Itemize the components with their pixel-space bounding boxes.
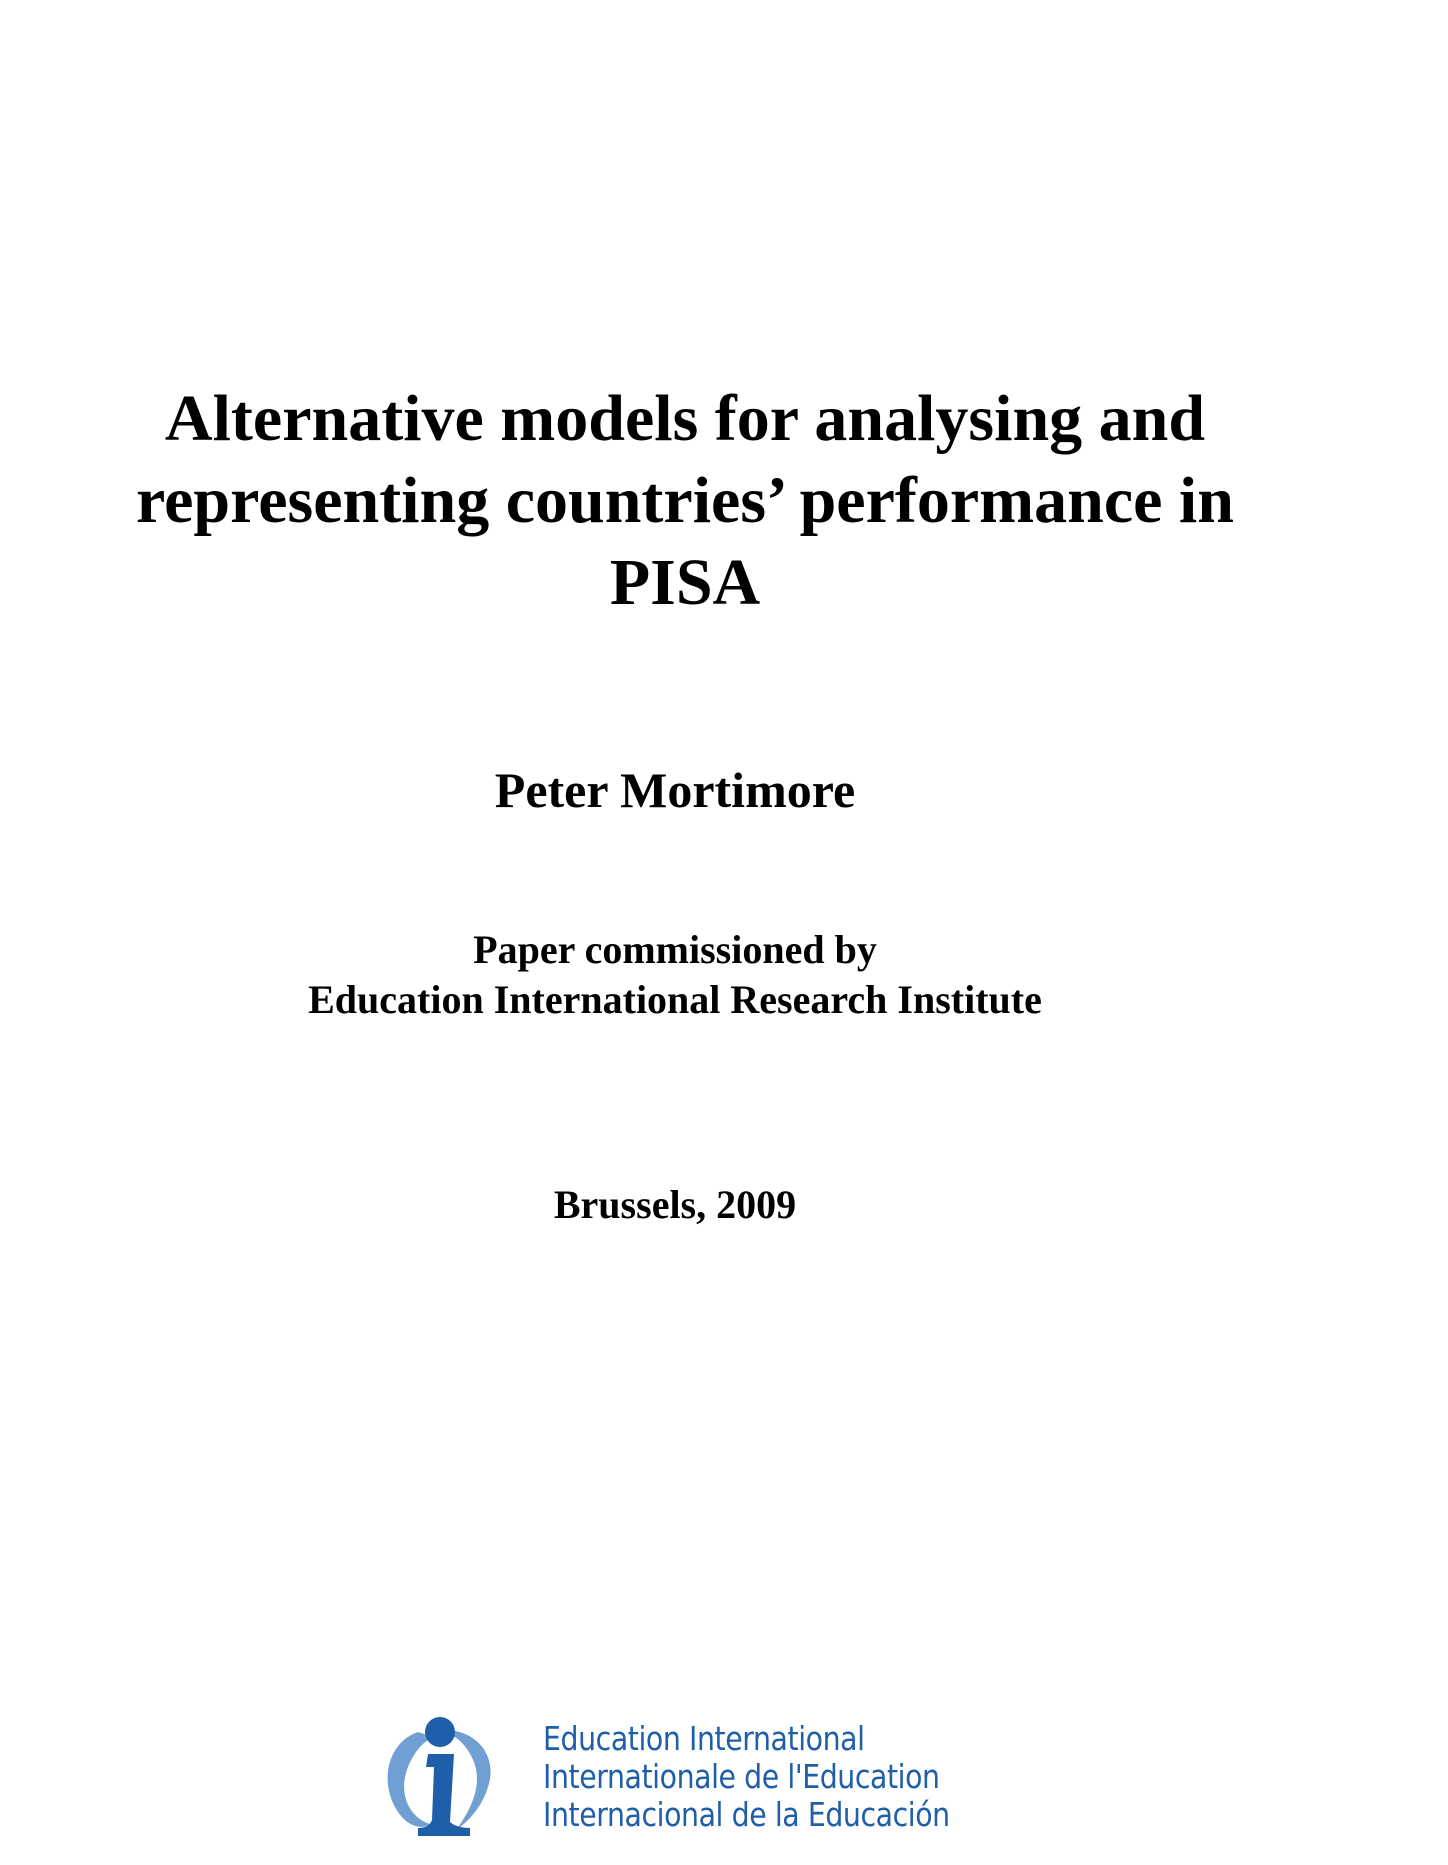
education-international-logo — [378, 1712, 958, 1842]
commission-note — [0, 925, 1350, 1025]
title-line-3: PISA — [609, 546, 761, 619]
commission-line-2: Education International Research Institute — [308, 977, 1042, 1022]
title-line-2: representing countries’ performance in — [136, 464, 1234, 537]
logo-line-spanish: Internacional de la Educación — [543, 1795, 950, 1834]
logo-line-french: Internationale de l'Education — [543, 1757, 940, 1796]
logo-text — [543, 1720, 950, 1834]
place-date: Brussels, 2009 — [553, 1182, 797, 1227]
title-line-1: Alternative models for analysing and — [164, 382, 1206, 455]
logo-line-english: Education International — [543, 1719, 865, 1758]
commission-line-1: Paper commissioned by — [473, 927, 877, 972]
document-title — [40, 378, 1330, 624]
education-international-i-icon — [378, 1712, 498, 1842]
author-name: Peter Mortimore — [494, 762, 856, 818]
